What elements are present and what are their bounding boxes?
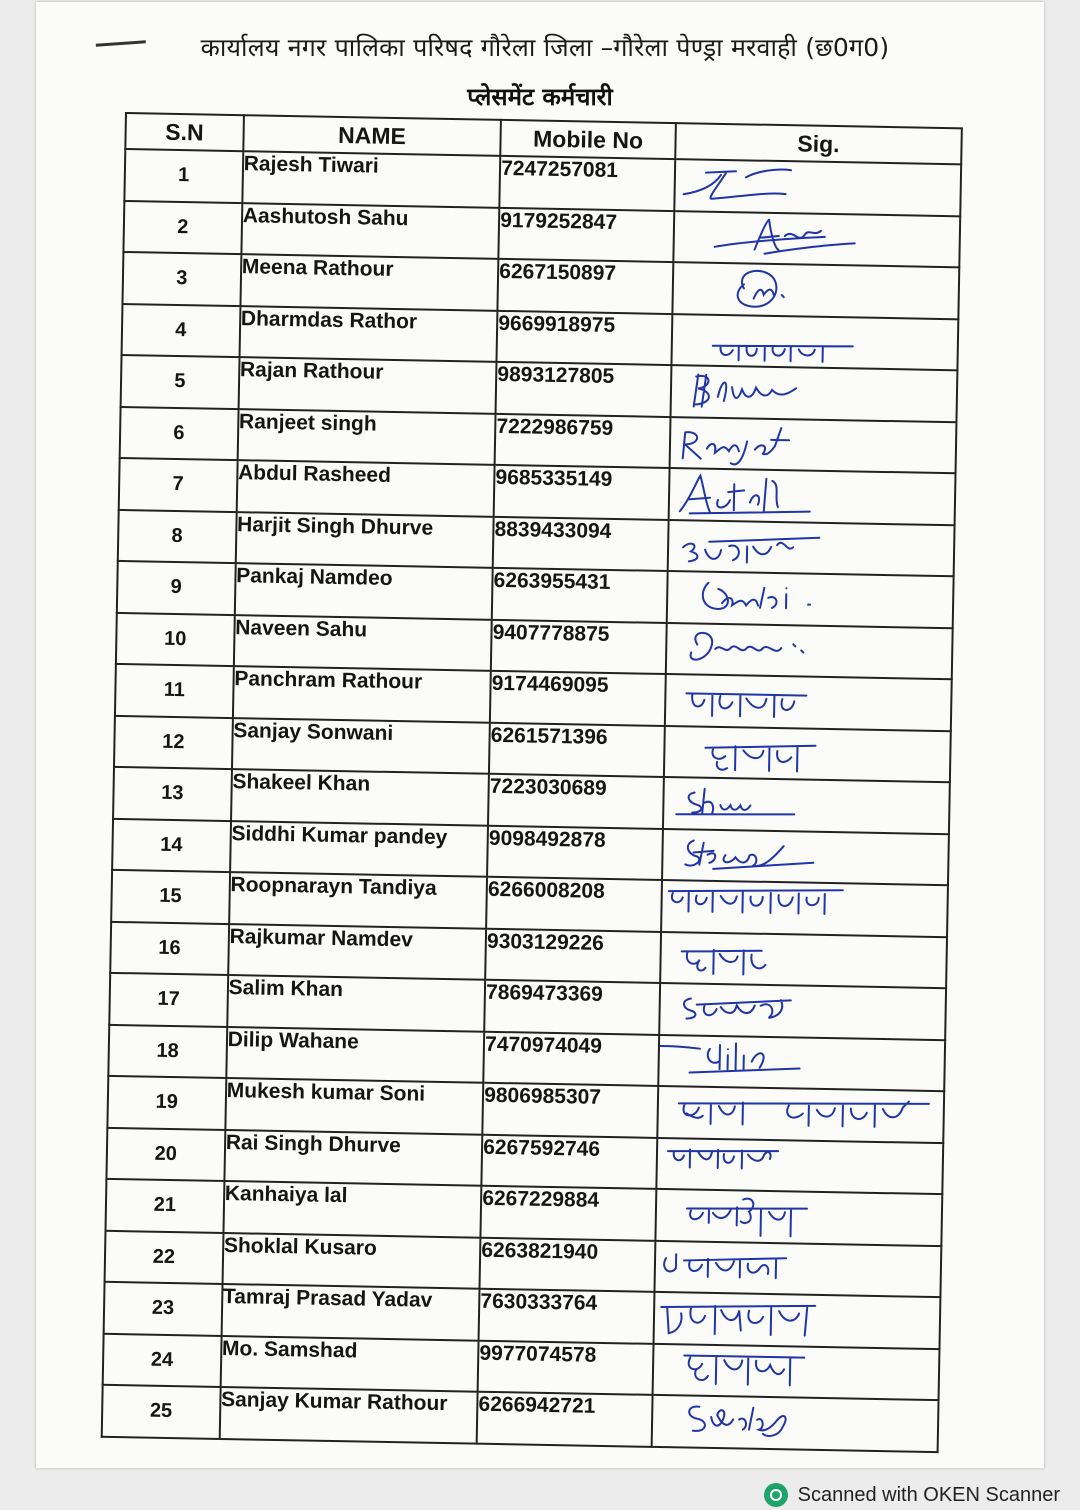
row-sn: 1 <box>124 149 243 203</box>
row-mobile: 8839433094 <box>493 516 669 571</box>
handwritten-signature <box>671 366 957 421</box>
row-mobile: 6263821940 <box>480 1237 656 1292</box>
handwritten-signature <box>663 829 949 884</box>
row-name: Mukesh kumar Soni <box>225 1078 483 1134</box>
signature-cell <box>671 314 958 371</box>
row-sn: 12 <box>114 715 233 769</box>
row-name: Roopnarayn Tandiya <box>229 872 487 928</box>
signature-cell <box>659 983 946 1040</box>
handwritten-signature <box>654 1293 940 1348</box>
row-name: Naveen Sahu <box>234 615 492 671</box>
row-mobile: 9806985307 <box>482 1083 658 1138</box>
row-name: Dharmdas Rathor <box>239 306 497 362</box>
row-sn: 8 <box>118 509 237 563</box>
row-mobile: 7470974049 <box>483 1031 659 1086</box>
handwritten-signature <box>669 521 955 576</box>
signature-cell <box>653 1343 940 1400</box>
row-name: Rajan Rathour <box>238 357 496 413</box>
handwritten-signature <box>672 315 958 370</box>
handwritten-signature <box>668 572 954 627</box>
signature-cell <box>657 1086 944 1143</box>
handwritten-signature <box>666 675 952 730</box>
signature-cell <box>655 1189 942 1246</box>
row-sn: 19 <box>107 1076 226 1130</box>
handwritten-signature <box>657 1138 943 1193</box>
row-mobile: 6263955431 <box>492 568 668 623</box>
row-name: Pankaj Namdeo <box>234 563 492 619</box>
signature-cell <box>666 623 953 680</box>
signature-cell <box>653 1292 940 1349</box>
row-name: Shoklal Kusaro <box>222 1232 480 1288</box>
row-name: Sanjay Kumar Rathour <box>219 1387 477 1443</box>
row-mobile: 9669918975 <box>497 310 673 365</box>
signature-cell <box>669 468 956 525</box>
scanner-watermark-text: Scanned with OKEN Scanner <box>797 1483 1060 1506</box>
row-mobile: 9977074578 <box>478 1340 654 1395</box>
row-mobile: 6261571396 <box>489 722 665 777</box>
row-name: Ranjeet singh <box>237 409 495 465</box>
row-sn: 23 <box>104 1282 223 1336</box>
row-name: Aashutosh Sahu <box>241 203 499 259</box>
signature-cell <box>664 725 951 782</box>
row-sn: 18 <box>108 1024 227 1078</box>
row-name: Panchram Rathour <box>233 666 491 722</box>
row-mobile: 9303129226 <box>485 928 661 983</box>
handwritten-signature <box>674 212 960 267</box>
signature-cell <box>662 828 949 885</box>
row-sn: 6 <box>120 406 239 460</box>
row-name: Kanhaiya lal <box>223 1181 481 1237</box>
row-mobile: 9174469095 <box>490 671 666 726</box>
handwritten-signature <box>662 881 948 936</box>
placement-staff-table <box>101 112 963 1453</box>
row-mobile: 9893127805 <box>496 362 672 417</box>
row-sn: 21 <box>106 1179 225 1233</box>
handwritten-signature <box>658 1087 944 1142</box>
row-mobile: 7223030689 <box>488 774 664 829</box>
row-sn: 16 <box>110 921 229 975</box>
row-name: Meena Rathour <box>240 254 498 310</box>
signature-cell <box>673 211 960 268</box>
header-mobile: Mobile No <box>500 120 675 159</box>
scanner-watermark <box>764 1480 1060 1510</box>
header-sn: S.N <box>125 113 243 151</box>
row-name: Sanjay Sonwani <box>232 718 490 774</box>
handwritten-signature <box>665 727 951 782</box>
handwritten-signature <box>661 932 947 987</box>
signature-cell <box>672 262 959 319</box>
header-signature: Sig. <box>675 123 962 164</box>
row-sn: 5 <box>121 355 240 409</box>
row-mobile: 7247257081 <box>499 156 675 211</box>
row-sn: 9 <box>117 561 236 615</box>
handwritten-signature <box>675 160 961 215</box>
row-name: Dilip Wahane <box>226 1027 484 1083</box>
signature-cell <box>663 777 950 834</box>
row-mobile: 6267229884 <box>481 1186 657 1241</box>
row-sn: 2 <box>123 201 242 255</box>
row-mobile: 6266942721 <box>477 1392 653 1447</box>
handwritten-signature <box>654 1344 940 1399</box>
row-name: Salim Khan <box>227 975 485 1031</box>
row-sn: 20 <box>106 1127 225 1181</box>
signature-cell <box>658 1034 945 1091</box>
signature-cell <box>667 571 954 628</box>
row-sn: 3 <box>122 252 241 306</box>
handwritten-signature <box>664 778 950 833</box>
handwritten-signature <box>673 263 959 318</box>
handwritten-signature <box>670 469 956 524</box>
row-sn: 22 <box>105 1230 224 1284</box>
row-name: Rai Singh Dhurve <box>224 1130 482 1186</box>
row-sn: 14 <box>112 818 231 872</box>
row-mobile: 6267592746 <box>482 1134 658 1189</box>
row-mobile: 9685335149 <box>494 465 670 520</box>
row-sn: 25 <box>102 1385 221 1439</box>
signature-cell <box>670 365 957 422</box>
row-name: Rajkumar Namdev <box>228 924 486 980</box>
row-sn: 7 <box>119 458 238 512</box>
signature-cell <box>669 417 956 474</box>
row-name: Rajesh Tiwari <box>242 151 500 207</box>
row-sn: 13 <box>113 767 232 821</box>
oken-scanner-logo-icon <box>764 1483 788 1507</box>
row-mobile: 6266008208 <box>486 877 662 932</box>
row-mobile: 9098492878 <box>487 825 663 880</box>
handwritten-signature <box>655 1241 941 1296</box>
row-name: Siddhi Kumar pandey <box>230 821 488 877</box>
signature-cell <box>654 1240 941 1297</box>
signature-cell <box>674 159 961 216</box>
row-mobile: 7222986759 <box>495 413 671 468</box>
row-name: Abdul Rasheed <box>236 460 494 516</box>
signature-cell <box>656 1137 943 1194</box>
row-mobile: 9179252847 <box>499 207 675 262</box>
row-name: Tamraj Prasad Yadav <box>221 1284 479 1340</box>
signature-cell <box>661 880 948 937</box>
roster-sheet <box>101 112 965 1432</box>
row-mobile: 7630333764 <box>479 1289 655 1344</box>
signature-cell <box>660 931 947 988</box>
row-name: Shakeel Khan <box>231 769 489 825</box>
row-sn: 10 <box>116 612 235 666</box>
row-mobile: 9407778875 <box>491 619 667 674</box>
signature-cell <box>665 674 952 731</box>
row-sn: 11 <box>115 664 234 718</box>
handwritten-signature <box>659 1035 945 1090</box>
row-mobile: 6267150897 <box>498 259 674 314</box>
row-sn: 17 <box>109 973 228 1027</box>
row-sn: 4 <box>122 303 241 357</box>
handwritten-signature <box>653 1396 939 1451</box>
handwritten-signature <box>670 418 956 473</box>
row-mobile: 7869473369 <box>484 980 660 1035</box>
signature-cell <box>652 1395 939 1452</box>
row-sn: 24 <box>103 1333 222 1387</box>
header-name: NAME <box>243 115 501 156</box>
handwritten-signature <box>667 624 953 679</box>
document-title: प्लेसमेंट कर्मचारी <box>467 83 613 111</box>
signature-cell <box>668 520 955 577</box>
office-heading: कार्यालय नगर पालिका परिषद गौरेला जिला –गौरेला पेण्ड्रा मरवाही (छ0ग0) <box>200 33 890 62</box>
handwritten-signature <box>660 984 946 1039</box>
row-sn: 15 <box>111 870 230 924</box>
handwritten-signature <box>656 1190 942 1245</box>
row-name: Mo. Samshad <box>220 1335 478 1391</box>
row-name: Harjit Singh Dhurve <box>235 512 493 568</box>
